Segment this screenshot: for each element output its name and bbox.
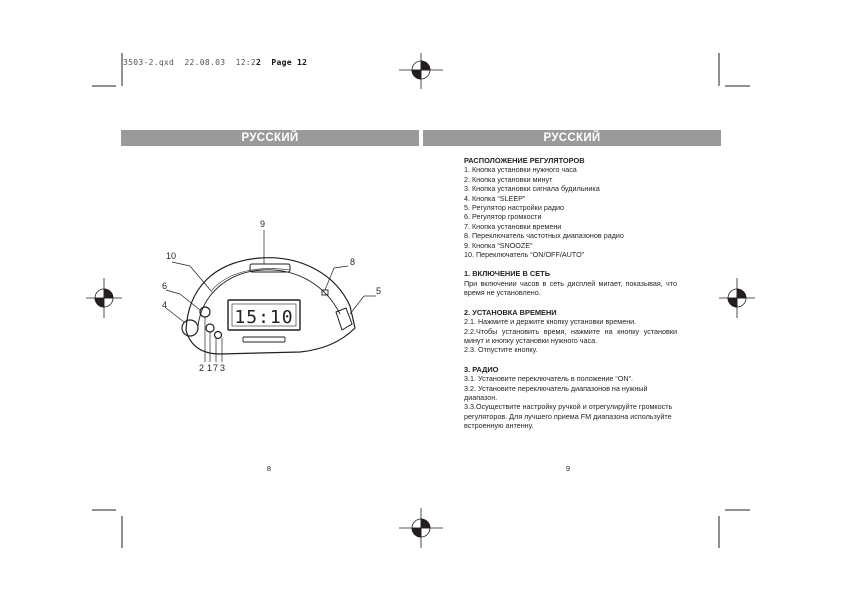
controls-title: РАСПОЛОЖЕНИЕ РЕГУЛЯТОРОВ: [464, 156, 585, 165]
section-2-line: 2.1. Нажмите и держите кнопку установки времени.: [464, 317, 637, 327]
section-1-text: При включении часов в сеть дисплей мигает, показывая, что время не установлено.: [464, 278, 677, 298]
right-page-header: РУССКИЙ: [423, 130, 721, 146]
slug-line: [123, 58, 307, 67]
right-page-content: [464, 156, 677, 431]
callout-10: 10: [166, 251, 177, 261]
slug-time: 12:2: [235, 58, 257, 67]
left-page-header: РУССКИЙ: [121, 130, 419, 146]
control-item: 5. Регулятор настройки радио: [464, 203, 565, 213]
control-item: 10. Переключатель “ON/OFF/AUTO”: [464, 250, 585, 260]
control-item: 8. Переключатель частотных диапазонов радио: [464, 231, 624, 241]
callout-1: 1: [207, 363, 213, 373]
registration-mark-bottom: [399, 508, 443, 548]
callout-8: 8: [350, 257, 356, 267]
callout-3: 3: [220, 363, 226, 373]
callout-7: 7: [213, 363, 219, 373]
tuning-knob: [336, 308, 352, 330]
control-item: 1. Кнопка установки нужного часа: [464, 165, 577, 175]
alarm-button: [215, 332, 222, 339]
sleep-button: [182, 320, 198, 336]
control-item: 2. Кнопка установки минут: [464, 174, 553, 184]
control-item: 7. Кнопка установки времени: [464, 221, 562, 231]
registration-mark-top: [399, 53, 443, 89]
callout-2: 2: [199, 363, 205, 373]
right-page-number: 9: [565, 464, 571, 473]
section-3-line: 3.3.Осуществите настройку ручкой и отрегулируйте громкость регуляторов. Для лучшего приема FM диапазона используйте встроенную антенну.: [464, 402, 673, 431]
registration-mark-left: [86, 278, 122, 318]
section-2-title: 2. УСТАНОВКА ВРЕМЕНИ: [464, 307, 557, 317]
section-2-line: 2.2.Чтобы установить время, нажмите на кнопку установки минут и кнопку установки нужного часа.: [464, 326, 677, 345]
callout-9: 9: [260, 219, 266, 229]
control-item: 4. Кнопка “SLEEP”: [464, 193, 526, 203]
slug-date: 22.08.03: [184, 58, 226, 67]
left-page-number: 8: [266, 464, 272, 473]
callout-6: 6: [162, 281, 168, 291]
section-3-line: 3.1. Установите переключатель в положение “ON”.: [464, 374, 633, 384]
callout-4: 4: [162, 300, 168, 310]
lcd-time: 15:10: [234, 307, 294, 328]
callout-5: 5: [376, 286, 382, 296]
section-3-line: 3.2. Установите переключатель диапазонов на нужный диапазон.: [464, 383, 648, 402]
section-2-line: 2.3. Отпустите кнопку.: [464, 345, 538, 355]
slug-file: 3503-2.qxd: [123, 58, 175, 67]
section-3-title: 3. РАДИО: [464, 364, 499, 374]
control-item: 9. Кнопка “SNOOZE”: [464, 240, 533, 250]
control-item: 3. Кнопка установки сигнала будильника: [464, 184, 600, 194]
slug-page: 2 Page 12: [256, 58, 308, 67]
section-1-title: 1. ВКЛЮЧЕНИЕ В СЕТЬ: [464, 269, 551, 279]
control-item: 6. Регулятор громкости: [464, 212, 542, 222]
time-set-button: [206, 324, 214, 332]
registration-mark-right: [719, 278, 755, 318]
clock-radio-diagram: [150, 210, 382, 380]
